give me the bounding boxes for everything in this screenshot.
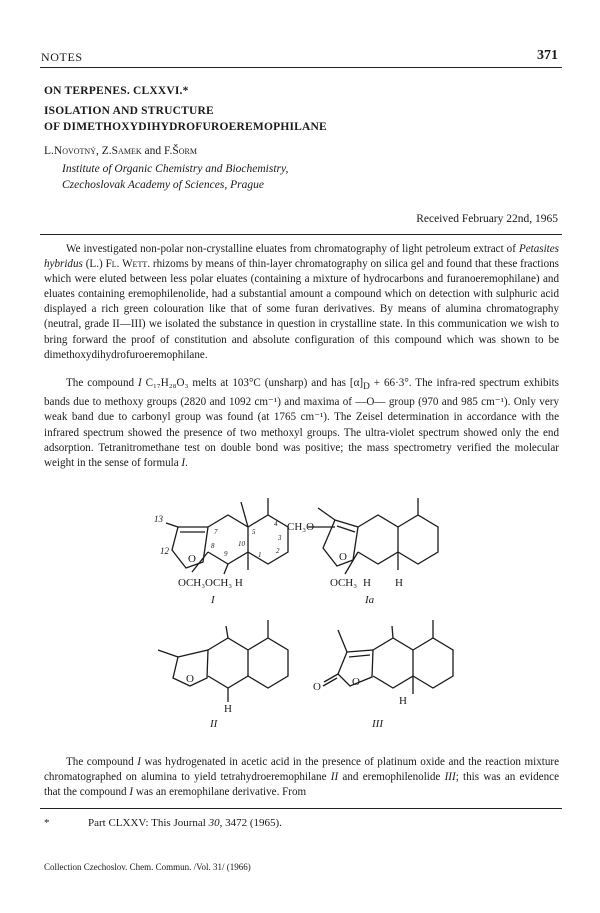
svg-text:7: 7 [214, 528, 218, 536]
body-paragraph-1: We investigated non-polar non-crystalline eluates from chromatography of light petroleum extract of Petasites hybridus (L.) Fl. Wett. rhizoms by means of thin-layer chromatography on silica gel and found that these fractions which were eluted between less polar eluates (containing a mixture of hydrocarbons and furanoeremophilane) and eluates containing eremophilenolide, had a substantial amount a compound which on detection with sulphuric acid displayed a rich green colouration like that of some furan derivatives. By means of alumina chromatography (neutral, grade II—III) we isolated the substance in question in crystalline state. In this communication we wish to bring forward the proof of constitution and absolute configuration of this compound which was shown to be dimethoxydihydrofuroeremophilane. [44, 243, 559, 361]
substituent-Ia-methoxy: OCH₃ [330, 577, 358, 589]
author-2-initial: Z. [101, 145, 112, 157]
methyl-13-label: 13 [154, 514, 163, 524]
structure-label-Ia: Ia [365, 594, 375, 606]
author-3-initial: F. [163, 145, 173, 157]
structure-label-I: I [211, 594, 215, 606]
svg-text:5: 5 [252, 528, 256, 536]
article-title-line1: ISOLATION AND STRUCTURE [44, 105, 214, 117]
svg-text:4: 4 [274, 520, 278, 528]
author-1-name: Novotný [53, 145, 96, 157]
author-2-name: Samek [111, 145, 142, 157]
article-title-line2: OF DIMETHOXYDIHYDROFUROEREMOPHILANE [44, 121, 327, 133]
ring-oxygen-III: O [352, 676, 360, 688]
svg-text:10: 10 [238, 540, 245, 548]
svg-text:9: 9 [224, 550, 228, 558]
substituents-I: OCH₃OCH₃ H [178, 577, 243, 589]
species-name: Petasites hybridus [44, 243, 559, 271]
footnote-rule [40, 808, 562, 809]
structure-III [313, 620, 453, 730]
journal-colophon: Collection Czechoslov. Chem. Commun. /Vol. 31/ (1966) [44, 862, 251, 872]
page-number: 371 [537, 48, 558, 63]
received-date: Received February 22nd, 1965 [416, 213, 558, 225]
article-series-title: ON TERPENES. CLXXVI.* [44, 85, 189, 97]
svg-text:H: H [395, 577, 403, 589]
svg-text:3: 3 [278, 534, 282, 542]
structure-II [158, 620, 288, 730]
footnote: * Part CLXXV: This Journal 30, 3472 (1965). [44, 817, 282, 829]
carbon-12-label: 12 [160, 546, 169, 556]
affiliation-line2: Czechoslovak Academy of Sciences, Prague [62, 179, 264, 191]
author-1-initial: L. [44, 145, 54, 157]
structure-Ia [287, 498, 438, 606]
ring-oxygen-I: O [188, 553, 196, 565]
structure-label-II: II [210, 718, 218, 730]
svg-text:1: 1 [258, 551, 262, 559]
structure-label-III: III [372, 718, 383, 730]
author-conjunction: and [144, 145, 162, 157]
svg-text:H: H [363, 577, 371, 589]
chemical-structures-figure [0, 490, 600, 745]
species-authority: Fl. Wett. [105, 258, 150, 271]
affiliation-line1: Institute of Organic Chemistry and Biochemistry, [62, 163, 289, 175]
ring-oxygen-II: O [186, 673, 194, 685]
author-list: L.Novotný, Z.Samek and F.Šorm [44, 145, 197, 157]
structure-I [154, 498, 288, 606]
compound-label: I [138, 377, 142, 389]
footnote-volume: 30 [208, 817, 220, 829]
svg-text:H: H [399, 695, 407, 707]
header-rule [40, 67, 562, 68]
author-3-name: Šorm [172, 145, 197, 157]
footnote-marker: * [44, 817, 50, 829]
svg-text:H: H [224, 703, 232, 715]
svg-text:8: 8 [211, 542, 215, 550]
molecular-formula: C₁₇H₂₈O₃ [145, 377, 189, 389]
running-header-section: NOTES [41, 50, 83, 64]
body-paragraph-3: The compound I was hydrogenated in acetic acid in the presence of platinum oxide and the reaction mixture chromatographed on alumina to yield tetrahydroeremophilane II and eremophilenolide III; this was an evidence that the compound I was an eremophilane derivative. From [44, 756, 559, 799]
carbonyl-oxygen-III: O [313, 681, 321, 693]
body-paragraph-2: The compound I C₁₇H₂₈O₃ melts at 103°C (unsharp) and has $[\alpha]_D + 66\cdot 3^\circ$. The infra-red spectrum exhibits bands due to methoxy groups (2820 and 1092 cm⁻¹) and maxima of —O— group (970 and 985 cm⁻¹). Only very weak band due to carbonyl group was found (at 1765 cm⁻¹). The Zeisel determination in accordance with the infrared spectrum showed the presence of two methoxyl groups. The ultra-violet spectrum showed only the end adsorption. Tetranitromethane test on double bond was positive; the mass spectrometry verified the molecular weight in the sense of formula I. [44, 377, 559, 469]
methoxy-Ia: CH₃O [287, 521, 315, 533]
svg-text:2: 2 [276, 547, 280, 555]
title-block-rule [40, 234, 562, 235]
ring-oxygen-Ia: O [339, 551, 347, 563]
